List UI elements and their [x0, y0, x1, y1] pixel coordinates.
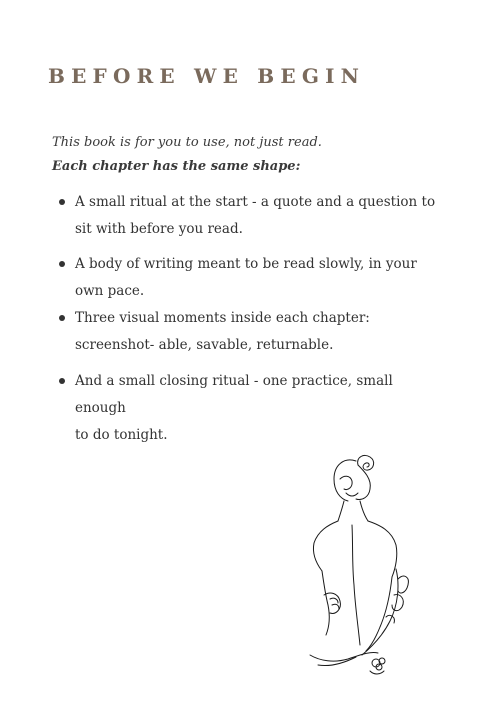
- list-item-line-2: own pace.: [75, 283, 145, 299]
- bullet-icon: [59, 378, 65, 384]
- list-item: [59, 368, 439, 449]
- list-item-line-1: And a small closing ritual - one practice, small enough: [75, 373, 393, 416]
- chapter-shape-list: [59, 189, 439, 449]
- list-item-line-1: A small ritual at the start - a quote and a question to: [75, 194, 436, 210]
- list-item-line-1: Three visual moments inside each chapter:: [75, 310, 370, 326]
- woman-line-art-icon: [300, 445, 420, 685]
- list-item: [59, 251, 439, 305]
- list-item: [59, 189, 439, 243]
- bullet-icon: [59, 199, 65, 205]
- list-item-line-2: sit with before you read.: [75, 221, 243, 237]
- list-item-line-2: screenshot- able, savable, returnable.: [75, 337, 334, 353]
- bullet-icon: [59, 315, 65, 321]
- intro-text: [52, 131, 322, 179]
- page-title: BEFORE WE BEGIN: [48, 64, 366, 88]
- list-item-line-1: A body of writing meant to be read slowly, in your: [75, 256, 417, 272]
- intro-line-1: This book is for you to use, not just read.: [52, 135, 322, 150]
- intro-line-2: Each chapter has the same shape:: [52, 159, 301, 174]
- list-item-line-2: to do tonight.: [75, 427, 168, 443]
- list-item: [59, 305, 439, 359]
- bullet-icon: [59, 261, 65, 267]
